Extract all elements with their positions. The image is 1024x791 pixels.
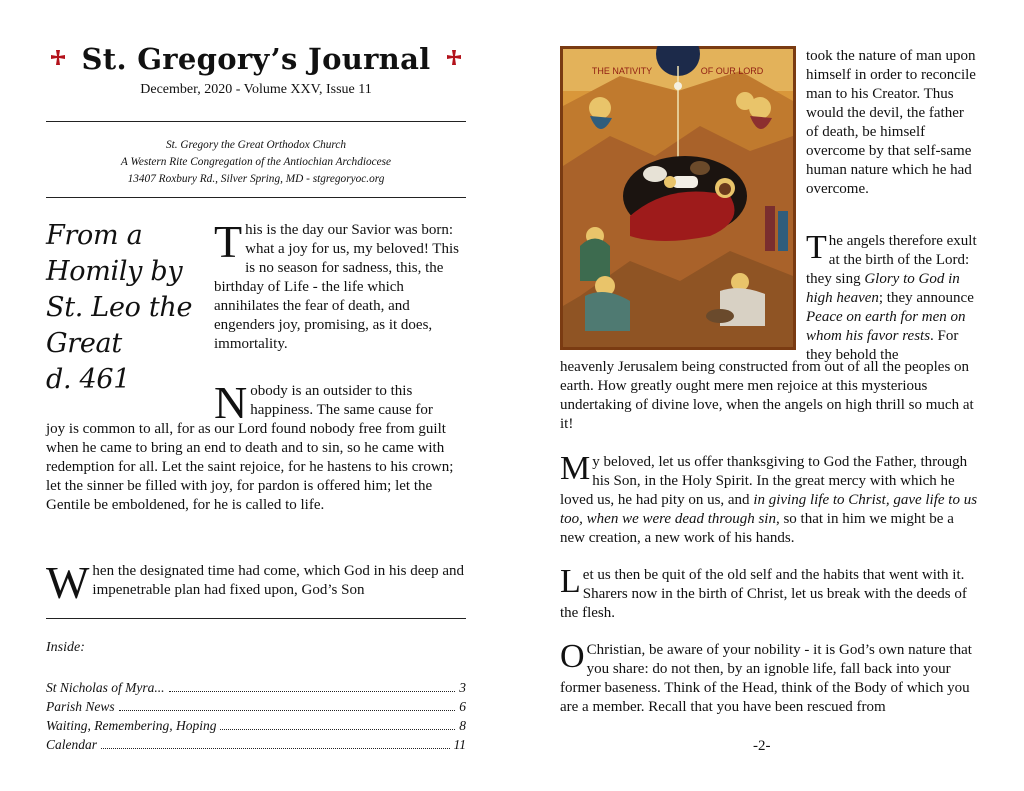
- drop-cap: L: [560, 563, 581, 600]
- paragraph-text: . For they behold the: [806, 328, 959, 363]
- toc-page-number: 6: [459, 699, 466, 714]
- drop-cap: T: [214, 216, 243, 267]
- paragraph-text: Christian, be aware of your nobility - it is God’s own nature that you share: do not then, by an ignoble life, fall back into your former baseness. Think of the Head, think of the Body of which you are a member. Recall that you have been rescued from: [560, 642, 972, 715]
- homily-heading-line: St. Leo the: [46, 292, 193, 323]
- homily-heading-line: Homily by: [46, 256, 183, 287]
- toc-title: Waiting, Remembering, Hoping: [46, 718, 217, 733]
- paragraph-text: his is the day our Savior was born: what a joy for us, my beloved! This is no season for sadness, this, the birthday of Life - the life which annihilates the fear of death, and engenders joy, promising, as it does, immortality.: [214, 222, 459, 352]
- paragraph: [560, 450, 978, 548]
- dot-leader: [119, 709, 456, 711]
- homily-heading-line: Great: [46, 328, 122, 359]
- paragraph: [560, 638, 978, 717]
- toc-title: St Nicholas of Myra...: [46, 680, 165, 695]
- homily-heading: [46, 218, 196, 398]
- toc-item[interactable]: [46, 697, 466, 716]
- church-address: 13407 Roxbury Rd., Silver Spring, MD - stgregoryoc.org: [127, 173, 385, 185]
- journal-title: St. Gregory’s Journal: [81, 42, 431, 76]
- drop-cap: M: [560, 450, 591, 487]
- masthead: [40, 42, 472, 98]
- divider: [46, 121, 466, 122]
- paragraph-text: et us then be quit of the old self and the habits that went with it. Sharers now in the birth of Christ, let us break with the deeds of the flesh.: [560, 567, 967, 621]
- paragraph-text: hen the designated time had come, which God in his deep and impenetrable plan had fixed upon, God’s Son: [92, 563, 464, 598]
- drop-cap: N: [214, 377, 248, 428]
- paragraph-text: obody is an outsider to this happiness. The same cause for: [250, 383, 433, 418]
- toc-page-number: 11: [453, 737, 466, 752]
- inside-label: Inside:: [46, 640, 85, 655]
- dot-leader: [220, 728, 455, 730]
- issue-line: December, 2020 - Volume XXV, Issue 11: [140, 82, 372, 97]
- toc-page-number: 8: [459, 718, 466, 733]
- paragraph-text: y beloved, let us offer thanksgiving to God the Father, through his Son, in the Holy Spirit. In the great mercy with which he loved us, he had pity on us, and: [560, 454, 968, 508]
- drop-cap: O: [560, 638, 585, 675]
- paragraph: [214, 216, 462, 354]
- table-of-contents: [46, 678, 466, 754]
- homily-heading-line: d. 461: [46, 364, 131, 395]
- church-affiliation: A Western Rite Congregation of the Antiochian Archdiocese: [120, 156, 392, 168]
- paragraph-italic: Peace on earth for men on whom his favor rests: [806, 309, 966, 344]
- drop-cap: T: [806, 229, 827, 266]
- divider: [46, 197, 466, 198]
- homily-heading-line: From a: [46, 220, 143, 251]
- paragraph: took the nature of man upon himself in order to reconcile man to his Creator. Thus would the devil, the father of death, be himself overcome by that self-same human nature which he had overcome.: [806, 48, 976, 197]
- paragraph-italic: Glory to God in high heaven: [806, 271, 960, 306]
- paragraph: [560, 563, 978, 623]
- toc-page-number: 3: [459, 680, 466, 695]
- page-number: -2-: [753, 738, 771, 754]
- paragraph-text: he angels therefore exult at the birth of the Lord: they sing: [806, 233, 977, 287]
- paragraph-text: ; they announce: [878, 290, 974, 306]
- paragraph-text: , so that in him we might be a new creation, a new work of his hands.: [560, 511, 954, 546]
- toc-item[interactable]: [46, 735, 466, 754]
- drop-cap: W: [46, 557, 90, 608]
- templar-cross-icon: [48, 49, 68, 69]
- templar-cross-icon: [444, 49, 464, 69]
- church-name: St. Gregory the Great Orthodox Church: [165, 139, 347, 151]
- paragraph: [214, 377, 462, 428]
- dot-leader: [101, 747, 449, 749]
- icon-banner-left: THE NATIVITY: [591, 66, 653, 76]
- right-page: [512, 0, 1024, 791]
- toc-item[interactable]: [46, 678, 466, 697]
- church-info: [46, 137, 466, 188]
- paragraph: [46, 557, 470, 608]
- paragraph-continued: heavenly Jerusalem being constructed from out of all the peoples on earth. How greatly ought mere men rejoice at this mysterious undertaking of divine love, when the angels on high thrill so much at it!: [560, 359, 974, 432]
- toc-title: Calendar: [46, 737, 98, 752]
- paragraph-italic: in giving life to Christ, gave life to us too, when we were dead through sin: [560, 492, 978, 527]
- dot-leader: [169, 690, 456, 692]
- icon-banner-right: OF OUR LORD: [700, 66, 764, 76]
- divider: [46, 618, 466, 619]
- nativity-icon-image: [560, 46, 796, 350]
- toc-title: Parish News: [46, 699, 115, 714]
- paragraph-continued: joy is common to all, for as our Lord found nobody free from guilt when he came to bring an end to death and to sin, so he came with redemption for all. Let the saint rejoice, for he hastens to his crown; let the sinner be filled with joy, for pardon is offered him; let the Gentile be emboldened, for he is called to life.: [46, 421, 454, 513]
- paragraph: [806, 229, 978, 365]
- toc-item[interactable]: [46, 716, 466, 735]
